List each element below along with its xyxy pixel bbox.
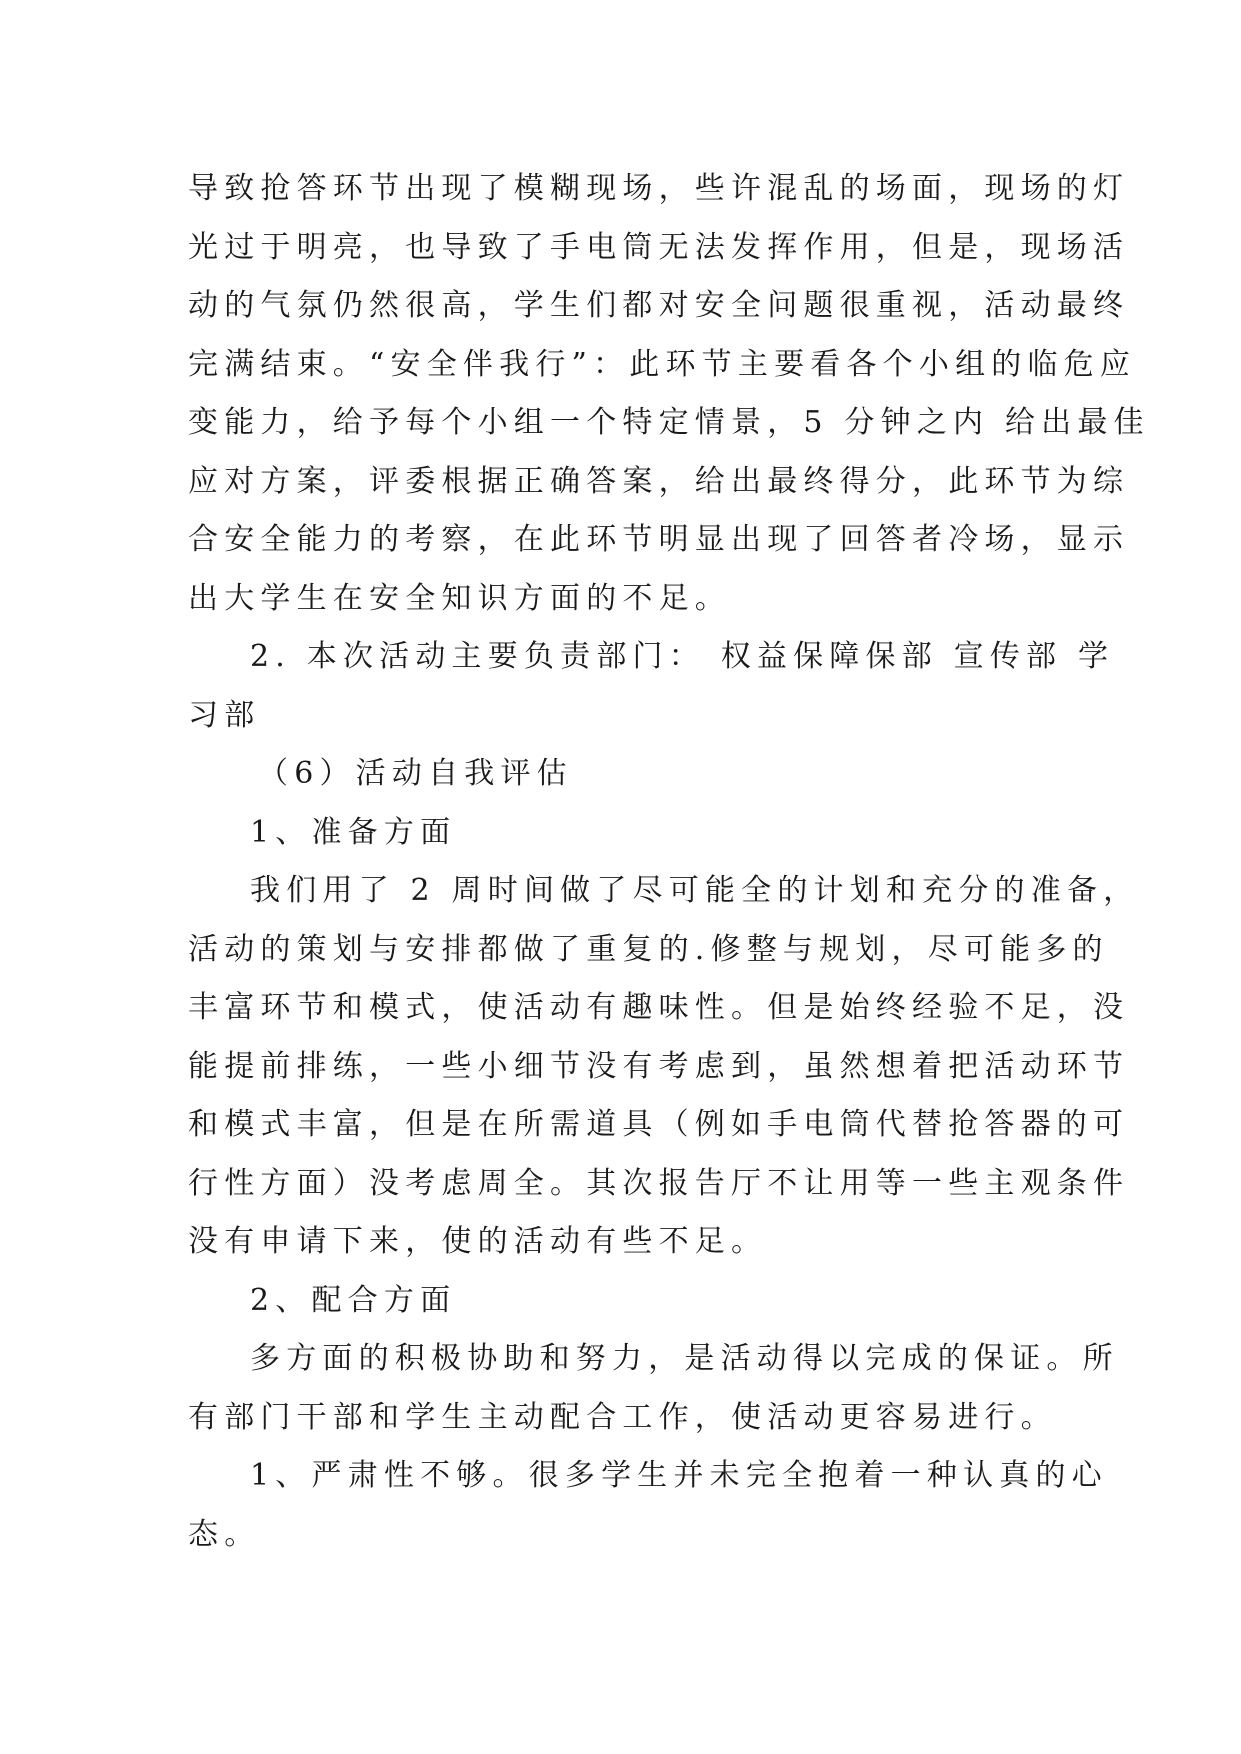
paragraph-line: 导致抢答环节出现了模糊现场，些许混乱的场面，现场的灯 — [188, 171, 1130, 206]
subheading-preparation: 1、准备方面 — [250, 814, 457, 850]
paragraph-line: 合安全能力的考察，在此环节明显出现了回答者冷场，显示 — [188, 522, 1130, 557]
paragraph-line: 出大学生在安全知识方面的不足。 — [188, 580, 731, 616]
paragraph-line: 我们用了 2 周时间做了尽可能全的计划和充分的准备， — [250, 873, 1140, 908]
paragraph-line: 习部 — [188, 697, 261, 733]
paragraph-line: 活动的策划与安排都做了重复的.修整与规划，尽可能多的 — [188, 931, 1109, 967]
paragraph-line: 和模式丰富，但是在所需道具（例如手电筒代替抢答器的可 — [188, 1107, 1130, 1142]
paragraph-line: 应对方案，评委根据正确答案，给出最终得分，此环节为综 — [188, 463, 1130, 499]
paragraph-line: 没有申请下来，使的活动有些不足。 — [188, 1224, 768, 1259]
paragraph-line: 有部门干部和学生主动配合工作，使活动更容易进行。 — [188, 1399, 1057, 1435]
list-item-departments: 2. 本次活动主要负责部门： 权益保障保部 宣传部 学 — [250, 639, 1115, 674]
document-body — [188, 160, 1150, 1564]
paragraph-line: 完满结束。“安全伴我行”：此环节主要看各个小组的临危应 — [188, 346, 1137, 382]
paragraph-line: 能提前排练，一些小细节没有考虑到，虽然想着把活动环节 — [188, 1048, 1130, 1084]
paragraph-line: 多方面的积极协助和努力，是活动得以完成的保证。所 — [250, 1341, 1119, 1376]
section-heading-self-assessment: （6）活动自我评估 — [258, 756, 573, 791]
paragraph-line: 变能力，给予每个小组一个特定情景，5 分钟之内 给出最佳 — [188, 405, 1150, 440]
paragraph-line: 态。 — [188, 1516, 261, 1552]
paragraph-line: 光过于明亮，也导致了手电筒无法发挥作用，但是，现场活 — [188, 229, 1130, 265]
paragraph-line: 动的气氛仍然很高，学生们都对安全问题很重视，活动最终 — [188, 288, 1130, 323]
paragraph-line: 丰富环节和模式，使活动有趣味性。但是始终经验不足，没 — [188, 990, 1130, 1025]
paragraph-line: 行性方面）没考虑周全。其次报告厅不让用等一些主观条件 — [188, 1165, 1130, 1201]
subheading-cooperation: 2、配合方面 — [250, 1282, 457, 1318]
list-item-seriousness: 1、严肃性不够。很多学生并未完全抱着一种认真的心 — [250, 1458, 1108, 1493]
